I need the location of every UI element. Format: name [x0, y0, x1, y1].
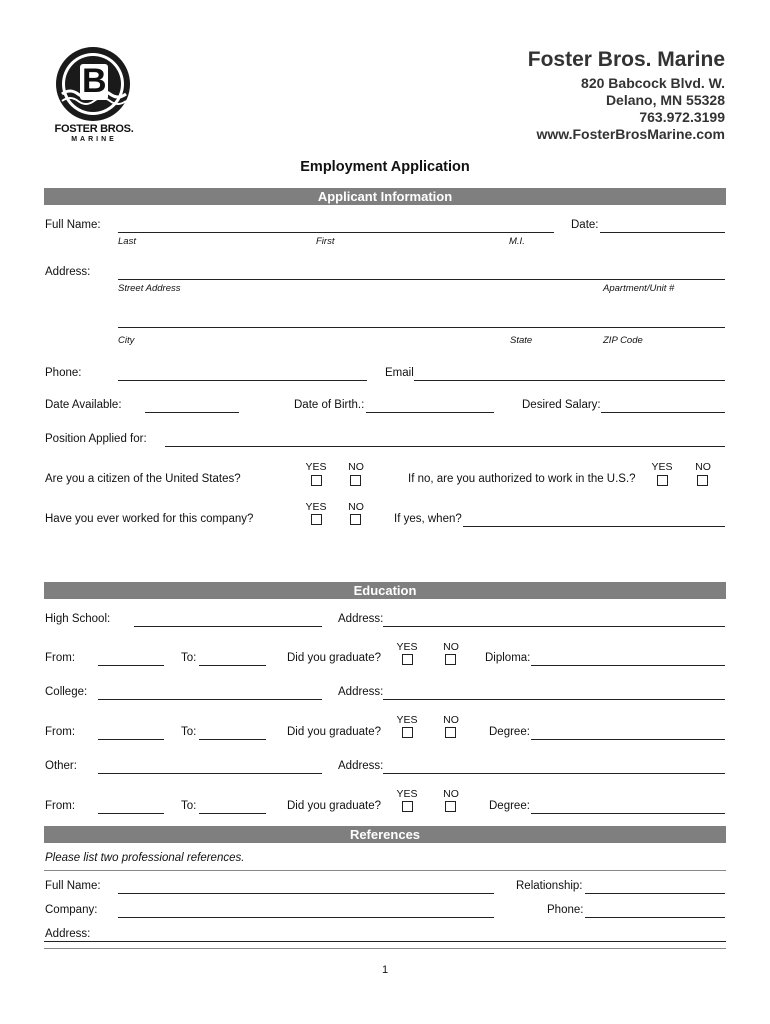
ref-address-rule	[44, 948, 726, 949]
company-phone: 763.972.3199	[639, 109, 725, 125]
authorized-question: If no, are you authorized to work in the U.S.?	[408, 473, 636, 485]
other-degree-label: Degree:	[489, 800, 530, 812]
ref-full-name-label: Full Name:	[45, 880, 101, 892]
authorized-no-label: NO	[695, 461, 711, 473]
college-from-field[interactable]	[98, 739, 164, 740]
other-yes-checkbox[interactable]	[402, 801, 413, 812]
email-field[interactable]	[414, 380, 725, 381]
authorized-yes-checkbox[interactable]	[657, 475, 668, 486]
phone-field[interactable]	[118, 380, 367, 381]
address-label: Address:	[45, 266, 91, 278]
hs-from-field[interactable]	[98, 665, 164, 666]
high-school-address-field[interactable]	[383, 626, 725, 627]
hs-graduate-label: Did you graduate?	[287, 652, 381, 664]
references-divider	[44, 870, 726, 871]
hs-from-label: From:	[45, 652, 76, 664]
section-education-header: Education	[44, 582, 726, 599]
college-address-label: Address:	[338, 686, 384, 698]
other-no-checkbox[interactable]	[445, 801, 456, 812]
college-from-label: From:	[45, 726, 76, 738]
citizen-yes-label: YES	[305, 461, 327, 473]
college-yes-label: YES	[396, 714, 418, 726]
college-no-label: NO	[443, 714, 459, 726]
high-school-field[interactable]	[134, 626, 322, 627]
section-applicant-header: Applicant Information	[44, 188, 726, 205]
other-address-label: Address:	[338, 760, 384, 772]
other-field[interactable]	[98, 773, 322, 774]
city-hint: City	[118, 335, 135, 346]
citizen-no-checkbox[interactable]	[350, 475, 361, 486]
other-label: Other:	[45, 760, 77, 772]
citizen-yes-checkbox[interactable]	[311, 475, 322, 486]
hs-yes-checkbox[interactable]	[402, 654, 413, 665]
other-from-label: From:	[45, 800, 76, 812]
ref-company-field[interactable]	[118, 917, 494, 918]
other-to-label: To:	[181, 800, 197, 812]
position-field[interactable]	[165, 446, 725, 447]
worked-no-checkbox[interactable]	[350, 514, 361, 525]
hs-no-checkbox[interactable]	[445, 654, 456, 665]
hs-yes-label: YES	[396, 641, 418, 653]
salary-field[interactable]	[601, 412, 725, 413]
if-yes-field[interactable]	[463, 526, 725, 527]
ref-address-field[interactable]	[44, 941, 726, 942]
ref-relationship-field[interactable]	[585, 893, 725, 894]
college-degree-field[interactable]	[531, 739, 725, 740]
salary-label: Desired Salary:	[522, 399, 601, 411]
full-name-label: Full Name:	[45, 219, 101, 231]
page-number: 1	[381, 964, 389, 976]
college-no-checkbox[interactable]	[445, 727, 456, 738]
ref-company-label: Company:	[45, 904, 98, 916]
ref-relationship-label: Relationship:	[516, 880, 583, 892]
zip-hint: ZIP Code	[603, 335, 643, 346]
company-address1: 820 Babcock Blvd. W.	[581, 75, 725, 91]
high-school-label: High School:	[45, 613, 111, 625]
diploma-field[interactable]	[531, 665, 725, 666]
citizen-question: Are you a citizen of the United States?	[45, 473, 241, 485]
street-address-field[interactable]	[118, 279, 725, 280]
company-website[interactable]: www.FosterBrosMarine.com	[536, 126, 725, 142]
hs-no-label: NO	[443, 641, 459, 653]
other-yes-label: YES	[396, 788, 418, 800]
authorized-yes-label: YES	[651, 461, 673, 473]
section-references-header: References	[44, 826, 726, 843]
citizen-no-label: NO	[348, 461, 364, 473]
college-graduate-label: Did you graduate?	[287, 726, 381, 738]
other-graduate-label: Did you graduate?	[287, 800, 381, 812]
date-label: Date:	[571, 219, 599, 231]
other-degree-field[interactable]	[531, 813, 725, 814]
street-address-hint: Street Address	[118, 283, 181, 294]
date-available-label: Date Available:	[45, 399, 122, 411]
logo-text-foster: FOSTER BROS.	[54, 123, 134, 135]
form-title: Employment Application	[300, 159, 470, 175]
high-school-address-label: Address:	[338, 613, 384, 625]
worked-no-label: NO	[348, 501, 364, 513]
worked-yes-label: YES	[305, 501, 327, 513]
logo-text-marine: MARINE	[71, 136, 117, 143]
phone-label: Phone:	[45, 367, 82, 379]
college-to-field[interactable]	[199, 739, 266, 740]
other-no-label: NO	[443, 788, 459, 800]
college-field[interactable]	[98, 699, 322, 700]
date-available-field[interactable]	[145, 412, 239, 413]
hs-to-field[interactable]	[199, 665, 266, 666]
authorized-no-checkbox[interactable]	[697, 475, 708, 486]
email-label: Email	[385, 367, 414, 379]
worked-yes-checkbox[interactable]	[311, 514, 322, 525]
diploma-label: Diploma:	[485, 652, 531, 664]
ref-phone-field[interactable]	[585, 917, 725, 918]
full-name-field[interactable]	[118, 232, 554, 233]
worked-question: Have you ever worked for this company?	[45, 513, 254, 525]
dob-label: Date of Birth.:	[294, 399, 365, 411]
college-address-field[interactable]	[383, 699, 725, 700]
hs-to-label: To:	[181, 652, 197, 664]
company-name: Foster Bros. Marine	[527, 48, 725, 71]
company-logo	[44, 44, 144, 146]
ref-full-name-field[interactable]	[118, 893, 494, 894]
state-hint: State	[510, 335, 533, 346]
college-label: College:	[45, 686, 88, 698]
city-state-zip-field[interactable]	[118, 327, 725, 328]
college-yes-checkbox[interactable]	[402, 727, 413, 738]
middle-initial-hint: M.I.	[509, 236, 525, 247]
apartment-hint: Apartment/Unit #	[603, 283, 675, 294]
position-label: Position Applied for:	[45, 433, 147, 445]
other-from-field[interactable]	[98, 813, 164, 814]
references-instruction: Please list two professional references.	[45, 852, 245, 864]
college-degree-label: Degree:	[489, 726, 530, 738]
ref-phone-label: Phone:	[547, 904, 584, 916]
dob-field[interactable]	[366, 412, 494, 413]
college-to-label: To:	[181, 726, 197, 738]
company-address2: Delano, MN 55328	[605, 92, 725, 108]
last-name-hint: Last	[118, 236, 136, 247]
other-to-field[interactable]	[199, 813, 266, 814]
ref-address-label: Address:	[45, 928, 91, 940]
date-field[interactable]	[600, 232, 725, 233]
other-address-field[interactable]	[383, 773, 725, 774]
logo-letter: B	[82, 62, 107, 100]
if-yes-label: If yes, when?	[394, 513, 462, 525]
first-name-hint: First	[316, 236, 335, 247]
